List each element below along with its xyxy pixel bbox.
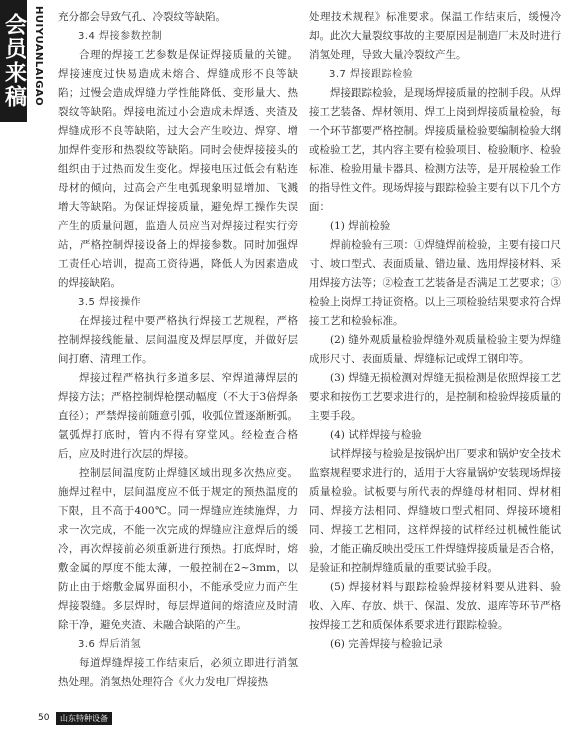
- paragraph: 处理技术规程》标准要求。保温工作结束后，缓慢冷却。此次大量裂纹事故的主要原因是制造厂未及时进行消氢处理，导致大量冷裂纹产生。: [309, 11, 561, 61]
- paragraph: 控制层间温度防止焊缝区域出现多次热应变。施焊过程中，层间温度应不低于规定的预热温度的下限，且不高于400℃。同一焊缝应连续施焊，力求一次完成，不能一次完成的焊缝应注意焊后的缓冷，再次焊接前必须重新进行预热。打底焊时，熔敷金属的厚度不能太薄，一般控制在2~3mm，以防止由于熔敷金属界面积小，不能承受应力而产生焊接裂缝。多层焊时，每层焊道间的熔渣应及时清除干净，避免夹渣、未融合缺陷的产生。: [58, 467, 298, 631]
- section-heading: 3.6 焊后消氢: [78, 639, 142, 650]
- section-banner-pinyin: HUIYUANLAIGAO: [33, 6, 44, 107]
- paragraph: 焊接过程严格执行多道多层、窄焊道薄焊层的焊接方法；严格控制焊枪摆动幅度（不大于3倍焊条直径）；严禁焊接前随意引弧，收弧位置逐渐断弧。氩弧焊打底时，管内不得有穿堂风。经检查合格后，应及时进行次层的焊接。: [58, 372, 298, 460]
- paragraph: (3) 焊缝无损检测对焊缝无损检测是依照焊接工艺要求和按伤工艺要求进行的，是控制和检验焊接质量的主要手段。: [309, 372, 561, 422]
- side-banner: [0, 0, 50, 265]
- paragraph: 在焊接过程中要严格执行焊接工艺规程，严格控制焊接线能量、层间温度及焊层厚度，并做好层间打磨、清理工作。: [58, 315, 298, 365]
- paragraph: 合理的焊接工艺参数是保证焊接质量的关键。焊接速度过快易造成未熔合、焊缝成形不良等缺陷；过慢会造成焊缝力学性能降低、变形量大、热裂纹等缺陷。焊接电流过小会造成未焊透、夹渣及焊缝成形不良等缺陷，过大会产生咬边、焊穿、增加焊件变形和热裂纹等缺陷。同时会使焊接接头的组织由于过热而发生变化。焊接电压过低会有粘连母材的倾向，过高会产生电弧现象明显增加、飞溅增大等缺陷。为保证焊接质量，避免焊工操作失误产生的质量问题，监造人员应当对焊接过程实行旁站，严格控制焊接设备上的焊接参数。同时加强焊工责任心培训，提高工资待遇，降低人为因素造成的焊接缺陷。: [58, 49, 298, 289]
- paragraph: 焊前检验有三项：①焊缝焊前检验，主要有接口尺寸、坡口型式、表面质量、错边量、选用焊接材料、采用焊接方法等；②检查工艺装备是否满足工艺要求；③检验上岗焊工持证资格。以上三项检验结果要求符合焊接工艺和检验标准。: [309, 239, 561, 327]
- page-number: 50: [38, 713, 50, 723]
- paragraph: (1) 焊前检验: [330, 220, 391, 232]
- section-heading: 3.7 焊接跟踪检验: [329, 69, 414, 80]
- section-heading: 3.5 焊接操作: [78, 297, 142, 308]
- paragraph: (6) 完善焊接与检验记录: [330, 638, 443, 650]
- paragraph: (2) 缝外观质量检验焊缝外观质量检验主要为焊缝成形尺寸、表面质量、焊缝标记或焊工钢印等。: [309, 334, 561, 365]
- right-column: [309, 8, 561, 654]
- section-banner-title: 会员来稿: [0, 0, 27, 122]
- section-heading: 3.4 焊接参数控制: [78, 31, 163, 42]
- paragraph: 焊接跟踪检验，是现场焊接质量的控制手段。从焊接工艺装备、焊材领用、焊工上岗到焊接质量检验，每一个环节都要严格控制。焊接质量检验要编制检验大纲或检验工艺，其内容主要有检验项目、检验顺序、检验标准、检验用量卡器具、检测方法等，是开展检验工作的指导性文件。现场焊接与跟踪检验主要有以下几个方面：: [309, 87, 561, 213]
- paragraph: 充分都会导致气孔、冷裂纹等缺陷。: [58, 11, 226, 23]
- page-footer: [0, 709, 582, 733]
- paragraph: 每道焊缝焊接工作结束后，必须立即进行消氢热处理。消氢热处理符合《火力发电厂焊接热: [58, 657, 298, 688]
- paragraph: (5) 焊接材料与跟踪检验焊接材料要从进料、验收、入库、存放、烘干、保温、发放、退库等环节严格按焊接工艺和质保体系要求进行跟踪检验。: [309, 581, 561, 631]
- paragraph: (4) 试样焊接与检验: [330, 429, 422, 441]
- paragraph: 试样焊接与检验是按锅炉出厂要求和锅炉安全技术监察规程要求进行的，适用于大容量锅炉安装现场焊接质量检验。试板要与所代表的焊缝母材相同、焊材相同、焊接方法相同、焊缝坡口型式相同、焊接环境相同、焊接工艺相同，这样焊接的试样经过机械性能试验，才能正确反映出受压工件焊缝焊接质量是否合格，是验证和控制焊缝质量的重要试验手段。: [309, 448, 561, 574]
- journal-name: 山东特种设备: [56, 712, 112, 725]
- left-column: [58, 8, 298, 692]
